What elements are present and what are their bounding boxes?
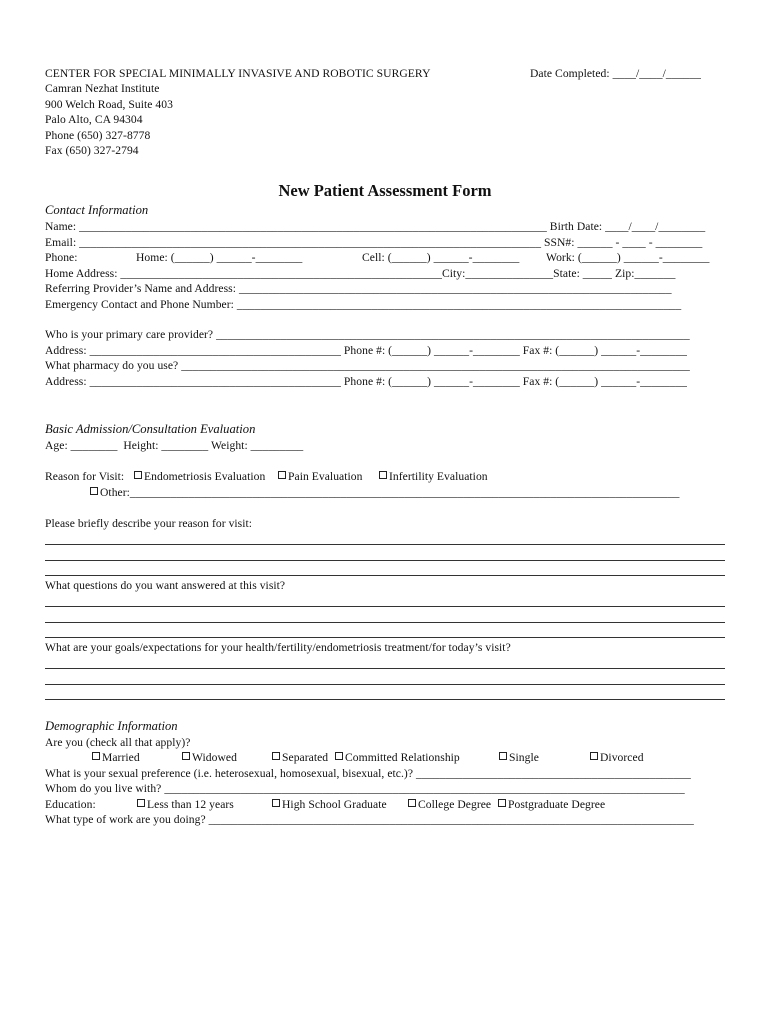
cell-phone-field[interactable]: Cell: (______) ______-________ [362, 251, 520, 264]
checkbox-icon[interactable] [134, 471, 142, 479]
demographic-section-heading: Demographic Information [45, 719, 178, 733]
option-less-than-12[interactable] [135, 797, 234, 813]
answer-line[interactable] [45, 699, 725, 700]
name-birthdate-field[interactable]: Name: ________________________________________________________________________________ Birth Date: ____/____/________ [45, 220, 706, 233]
checkbox-icon[interactable] [137, 799, 145, 807]
pcp-field[interactable]: Who is your primary care provider? _________________________________________________________________________________ [45, 328, 690, 341]
answer-line[interactable] [45, 637, 725, 638]
option-endometriosis[interactable] [132, 469, 265, 485]
email-ssn-field[interactable]: Email: _______________________________________________________________________________ SSN#: ______ - ____ - ________ [45, 236, 703, 249]
checkbox-icon[interactable] [182, 752, 190, 760]
home-address-field[interactable]: Home Address: _______________________________________________________City:_______________State: _____ Zip:_______ [45, 267, 676, 280]
pharmacy-field[interactable]: What pharmacy do you use? _______________________________________________________________________________________ [45, 359, 690, 372]
reason-label: Reason for Visit: [45, 470, 125, 483]
work-phone-field[interactable]: Work: (______) ______-________ [546, 251, 710, 264]
sexual-preference-field[interactable]: What is your sexual preference (i.e. heterosexual, homosexual, bisexual, etc.)? _______________________________________________ [45, 767, 691, 780]
org-name: CENTER FOR SPECIAL MINIMALLY INVASIVE AND ROBOTIC SURGERY [45, 67, 431, 80]
work-type-field[interactable]: What type of work are you doing? ___________________________________________________________________________________ [45, 813, 694, 826]
answer-line[interactable] [45, 560, 725, 561]
option-other[interactable] [88, 485, 680, 501]
checkbox-icon[interactable] [278, 471, 286, 479]
option-label: Other:______________________________________________________________________________________________ [100, 486, 680, 499]
emergency-contact-field[interactable]: Emergency Contact and Phone Number: ____________________________________________________________________________ [45, 298, 682, 311]
option-infertility[interactable] [377, 469, 488, 485]
option-single[interactable] [497, 750, 539, 766]
answer-line[interactable] [45, 544, 725, 545]
option-label: Divorced [600, 751, 644, 764]
checkbox-icon[interactable] [90, 487, 98, 495]
option-label: Pain Evaluation [288, 470, 363, 483]
street-address: 900 Welch Road, Suite 403 [45, 98, 173, 111]
option-label: Separated [282, 751, 329, 764]
institute-name: Camran Nezhat Institute [45, 82, 160, 95]
option-label: Committed Relationship [345, 751, 460, 764]
home-phone-field[interactable]: Home: (______) ______-________ [136, 251, 303, 264]
option-pain[interactable] [276, 469, 363, 485]
checkbox-icon[interactable] [92, 752, 100, 760]
contact-section-heading: Contact Information [45, 203, 149, 217]
org-fax: Fax (650) 327-2794 [45, 144, 139, 157]
option-label: Infertility Evaluation [389, 470, 488, 483]
answer-line[interactable] [45, 684, 725, 685]
checkbox-icon[interactable] [272, 752, 280, 760]
option-postgraduate[interactable] [496, 797, 605, 813]
answer-line[interactable] [45, 575, 725, 576]
vitals-field[interactable]: Age: ________ Height: ________ Weight: _________ [45, 439, 304, 452]
option-label: Widowed [192, 751, 237, 764]
check-all-prompt: Are you (check all that apply)? [45, 736, 191, 749]
goals-prompt: What are your goals/expectations for your health/fertility/endometriosis treatment/for today’s visit? [45, 641, 511, 654]
option-widowed[interactable] [180, 750, 237, 766]
option-separated[interactable] [270, 750, 328, 766]
option-divorced[interactable] [588, 750, 644, 766]
org-phone: Phone (650) 327-8778 [45, 129, 151, 142]
option-label: Married [102, 751, 140, 764]
answer-line[interactable] [45, 622, 725, 623]
city-address: Palo Alto, CA 94304 [45, 113, 143, 126]
option-label: Endometriosis Evaluation [144, 470, 266, 483]
checkbox-icon[interactable] [335, 752, 343, 760]
option-label: High School Graduate [282, 798, 387, 811]
answer-line[interactable] [45, 668, 725, 669]
live-with-field[interactable]: Whom do you live with? _________________________________________________________________________________________ [45, 782, 685, 795]
checkbox-icon[interactable] [379, 471, 387, 479]
option-label: Single [509, 751, 539, 764]
date-completed-field[interactable]: Date Completed: ____/____/______ [530, 67, 701, 80]
pcp-address-field[interactable]: Address: ___________________________________________ Phone #: (______) ______-________ Fax #: (______) ______-________ [45, 344, 687, 357]
form-title: New Patient Assessment Form [278, 181, 492, 200]
option-label: Postgraduate Degree [508, 798, 606, 811]
checkbox-icon[interactable] [272, 799, 280, 807]
checkbox-icon[interactable] [590, 752, 598, 760]
checkbox-icon[interactable] [499, 752, 507, 760]
checkbox-icon[interactable] [498, 799, 506, 807]
option-married[interactable] [90, 750, 140, 766]
option-college[interactable] [406, 797, 491, 813]
answer-line[interactable] [45, 606, 725, 607]
describe-reason-prompt: Please briefly describe your reason for visit: [45, 517, 253, 530]
evaluation-section-heading: Basic Admission/Consultation Evaluation [45, 422, 256, 436]
option-committed[interactable] [333, 750, 460, 766]
option-high-school[interactable] [270, 797, 387, 813]
referring-provider-field[interactable]: Referring Provider’s Name and Address: __________________________________________________________________________ [45, 282, 672, 295]
questions-prompt: What questions do you want answered at this visit? [45, 579, 286, 592]
option-label: College Degree [418, 798, 492, 811]
pharmacy-address-field[interactable]: Address: ___________________________________________ Phone #: (______) ______-________ Fax #: (______) ______-________ [45, 375, 687, 388]
phone-label: Phone: [45, 251, 78, 264]
option-label: Less than 12 years [147, 798, 234, 811]
checkbox-icon[interactable] [408, 799, 416, 807]
education-label: Education: [45, 798, 96, 811]
